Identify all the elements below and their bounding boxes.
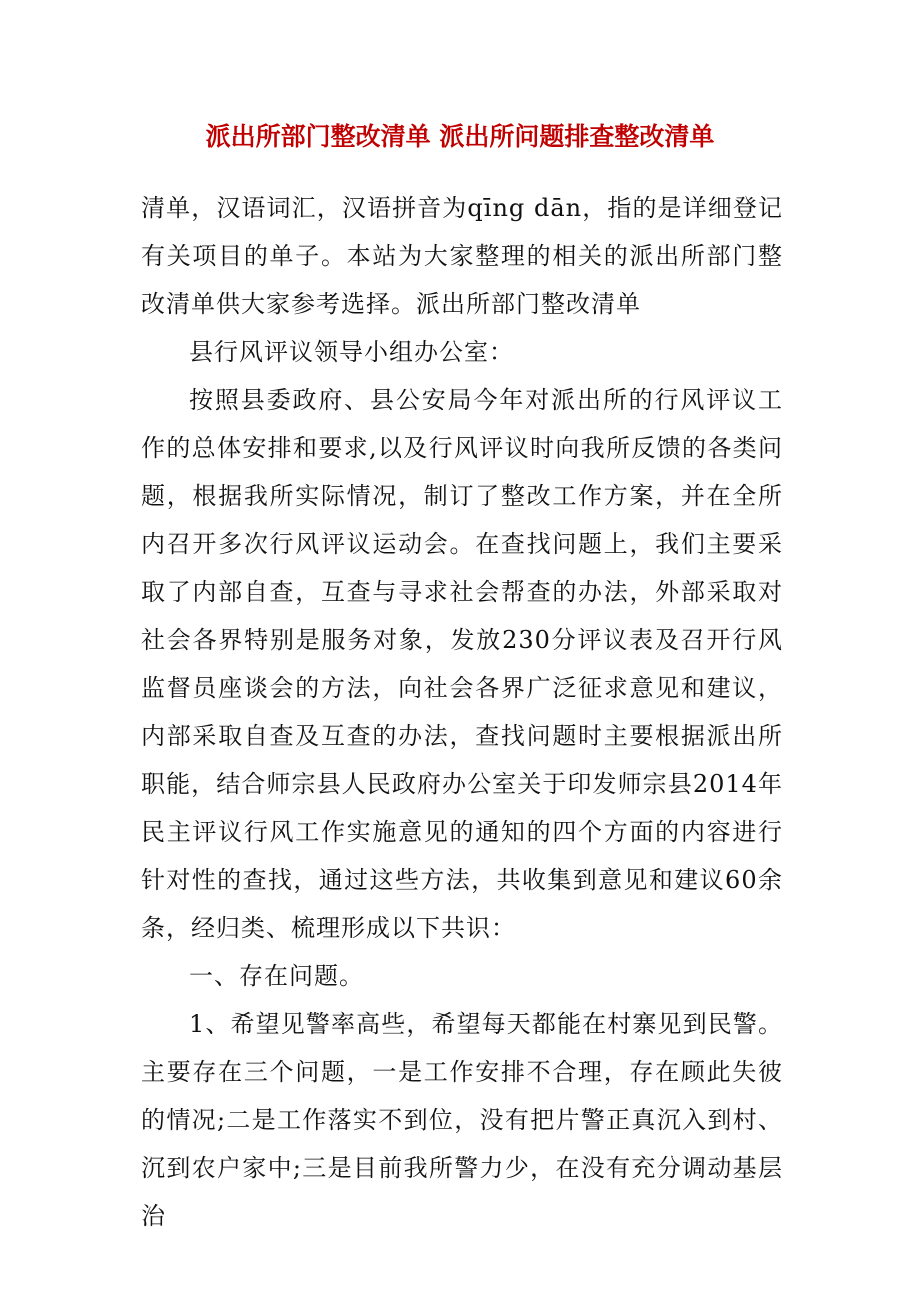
paragraph-item-1: 1、希望见警率高些，希望每天都能在村寨见到民警。主要存在三个问题，一是工作安排不合理，存在顾此失彼的情况;二是工作落实不到位，没有把片警正真沉入到村、沉到农户家中;三是目前我所警力少，在没有充分调动基层治 [141, 1010, 783, 1230]
section-heading: 一、存在问题。 [189, 962, 364, 990]
paragraph-main: 按照县委政府、县公安局今年对派出所的行风评议工作的总体安排和要求,以及行风评议时向我所反馈的各类问题，根据我所实际情况，制订了整改工作方案，并在全所内召开多次行风评议运动会。在查找问题上，我们主要采取了内部自查，互查与寻求社会帮查的办法，外部采取对社会各界特别是服务对象，发放230分评议表及召开行风监督员座谈会的方法，向社会各界广泛征求意见和建议，内部采取自查及互查的办法，查找问题时主要根据派出所职能，结合师宗县人民政府办公室关于印发师宗县2014年民主评议行风工作实施意见的通知的四个方面的内容进行针对性的查找，通过这些方法，共收集到意见和建议60余条，经归类、梳理形成以下共识： [141, 386, 783, 942]
paragraph-salutation: 县行风评议领导小组办公室： [189, 338, 514, 366]
document-title: 派出所部门整改清单 派出所问题排查整改清单 [205, 122, 715, 151]
document-body [141, 184, 783, 1240]
paragraph-intro: 清单，汉语词汇，汉语拼音为qīng dān，指的是详细登记有关项目的单子。本站为大家整理的相关的派出所部门整改清单供大家参考选择。派出所部门整改清单 [141, 194, 783, 318]
